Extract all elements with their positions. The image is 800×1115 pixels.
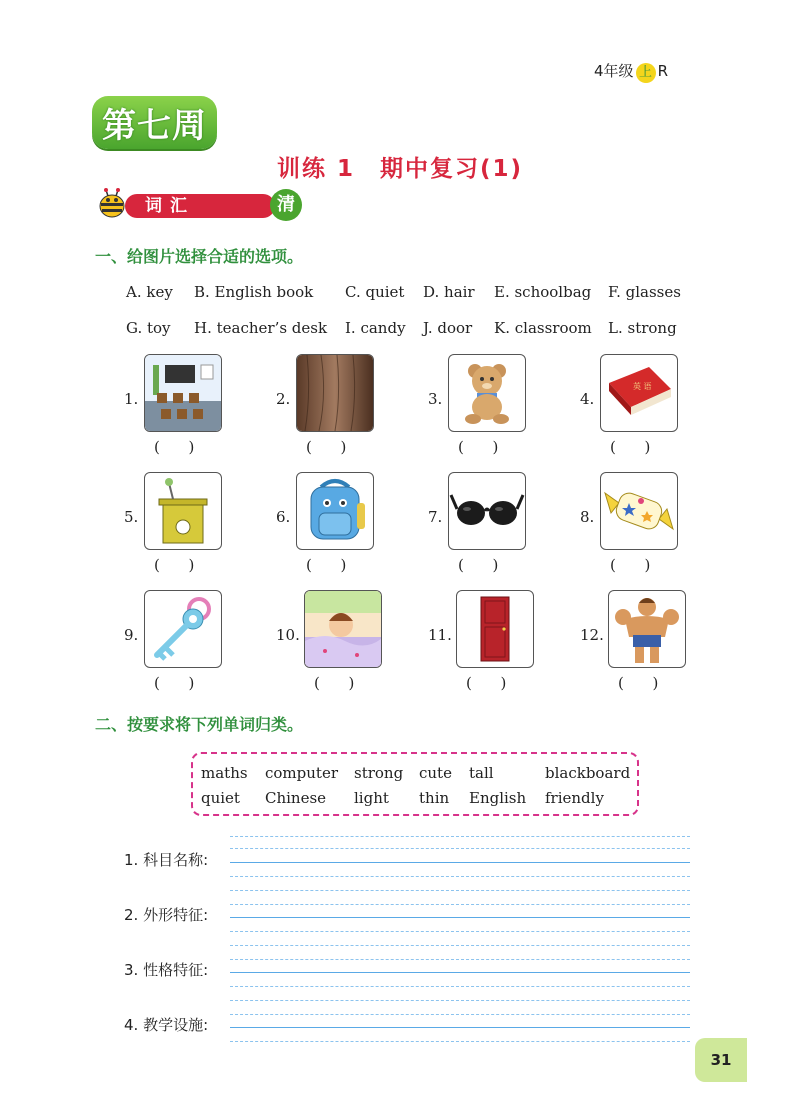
hair-icon xyxy=(297,355,373,431)
item-number: 9. xyxy=(124,626,139,644)
item-number: 5. xyxy=(124,508,139,526)
badge-label: 词汇 xyxy=(125,194,275,218)
item-number: 1. xyxy=(124,390,139,408)
item-number: 2. xyxy=(276,390,291,408)
word: English xyxy=(469,789,527,807)
option-l: L. strong xyxy=(608,319,677,337)
picture-item xyxy=(124,590,274,700)
picture-frame xyxy=(608,590,686,668)
guide-line xyxy=(230,959,690,960)
picture-frame xyxy=(600,354,678,432)
word: computer xyxy=(265,764,338,782)
picture-item xyxy=(428,590,578,700)
option-i: I. candy xyxy=(345,319,406,337)
item-number: 6. xyxy=(276,508,291,526)
picture-frame xyxy=(144,590,222,668)
schoolbag-icon xyxy=(297,473,373,549)
answer-line[interactable] xyxy=(230,917,690,918)
picture-frame xyxy=(448,354,526,432)
picture-item xyxy=(124,472,274,582)
word: light xyxy=(354,789,389,807)
picture-item xyxy=(428,354,578,464)
page-number: 31 xyxy=(695,1038,747,1082)
option-f: F. glasses xyxy=(608,283,681,301)
picture-frame xyxy=(144,354,222,432)
page-title: 训练 1 期中复习(1) xyxy=(276,156,524,182)
word: Chinese xyxy=(265,789,327,807)
picture-item xyxy=(580,472,730,582)
guide-line xyxy=(230,904,690,905)
answer-paren[interactable]: ( ) xyxy=(610,438,651,456)
item-number: 3. xyxy=(428,390,443,408)
answer-paren[interactable]: ( ) xyxy=(154,674,195,692)
guide-line xyxy=(230,945,690,946)
badge-circle: 清 xyxy=(270,189,302,221)
guide-line xyxy=(230,876,690,877)
option-e: E. schoolbag xyxy=(494,283,592,301)
option-c: C. quiet xyxy=(345,283,405,301)
item-number: 12. xyxy=(580,626,604,644)
grade-suffix: R xyxy=(657,62,668,80)
answer-paren[interactable]: ( ) xyxy=(306,438,347,456)
picture-item xyxy=(580,590,730,700)
word: strong xyxy=(354,764,404,782)
answer-paren[interactable]: ( ) xyxy=(458,556,499,574)
key-icon xyxy=(145,591,221,667)
candy-icon xyxy=(601,473,677,549)
word: blackboard xyxy=(545,764,631,782)
answer-paren[interactable]: ( ) xyxy=(466,674,507,692)
guide-line xyxy=(230,836,690,837)
item-number: 8. xyxy=(580,508,595,526)
picture-frame xyxy=(448,472,526,550)
section1-heading: 一、给图片选择合适的选项。 xyxy=(95,247,304,266)
answer-paren[interactable]: ( ) xyxy=(458,438,499,456)
word-bank xyxy=(191,752,639,816)
guide-line xyxy=(230,1014,690,1015)
picture-frame xyxy=(304,590,382,668)
answer-paren[interactable]: ( ) xyxy=(306,556,347,574)
teddy-bear-icon xyxy=(449,355,525,431)
option-a: A. key xyxy=(126,283,173,301)
picture-frame xyxy=(600,472,678,550)
answer-line[interactable] xyxy=(230,862,690,863)
word: thin xyxy=(419,789,450,807)
answer-paren[interactable]: ( ) xyxy=(610,556,651,574)
answer-paren[interactable]: ( ) xyxy=(314,674,355,692)
word: friendly xyxy=(545,789,604,807)
guide-line xyxy=(230,1041,690,1042)
grade-label xyxy=(594,60,668,83)
sleeping-girl-icon xyxy=(305,591,381,667)
svg-text:英 语: 英 语 xyxy=(633,382,652,391)
option-b: B. English book xyxy=(194,283,314,301)
grade-prefix: 4年级 xyxy=(594,62,634,80)
word: maths xyxy=(201,764,248,782)
picture-frame xyxy=(296,472,374,550)
picture-frame xyxy=(296,354,374,432)
option-j: J. door xyxy=(423,319,473,337)
sunglasses-icon xyxy=(449,473,525,549)
teachers-desk-icon xyxy=(145,473,221,549)
category-label: 3. 性格特征: xyxy=(124,961,209,979)
picture-item xyxy=(276,354,426,464)
picture-item xyxy=(428,472,578,582)
answer-paren[interactable]: ( ) xyxy=(154,438,195,456)
option-g: G. toy xyxy=(126,319,171,337)
door-icon xyxy=(457,591,533,667)
guide-line xyxy=(230,890,690,891)
item-number: 11. xyxy=(428,626,452,644)
picture-frame xyxy=(144,472,222,550)
category-label: 4. 教学设施: xyxy=(124,1016,209,1034)
category-label: 2. 外形特征: xyxy=(124,906,209,924)
picture-item xyxy=(124,354,274,464)
picture-item xyxy=(276,472,426,582)
guide-line xyxy=(230,931,690,932)
item-number: 4. xyxy=(580,390,595,408)
option-d: D. hair xyxy=(423,283,475,301)
guide-line xyxy=(230,986,690,987)
word: quiet xyxy=(201,789,240,807)
strong-man-icon xyxy=(609,591,685,667)
answer-paren[interactable]: ( ) xyxy=(154,556,195,574)
grade-mark: 上 xyxy=(636,63,656,83)
picture-item xyxy=(580,354,730,464)
answer-paren[interactable]: ( ) xyxy=(618,674,659,692)
option-h: H. teacher’s desk xyxy=(194,319,328,337)
bee-icon xyxy=(95,186,129,220)
classroom-icon xyxy=(145,355,221,431)
section2-heading: 二、按要求将下列单词归类。 xyxy=(95,715,304,734)
option-k: K. classroom xyxy=(494,319,592,337)
picture-item xyxy=(276,590,426,700)
week-label: 第七周 xyxy=(92,96,217,149)
guide-line xyxy=(230,1000,690,1001)
answer-line[interactable] xyxy=(230,1027,690,1028)
category-label: 1. 科目名称: xyxy=(124,851,209,869)
guide-line xyxy=(230,848,690,849)
word: tall xyxy=(469,764,494,782)
picture-frame xyxy=(456,590,534,668)
red-book-icon xyxy=(601,355,677,431)
item-number: 7. xyxy=(428,508,443,526)
item-number: 10. xyxy=(276,626,300,644)
word: cute xyxy=(419,764,452,782)
answer-line[interactable] xyxy=(230,972,690,973)
